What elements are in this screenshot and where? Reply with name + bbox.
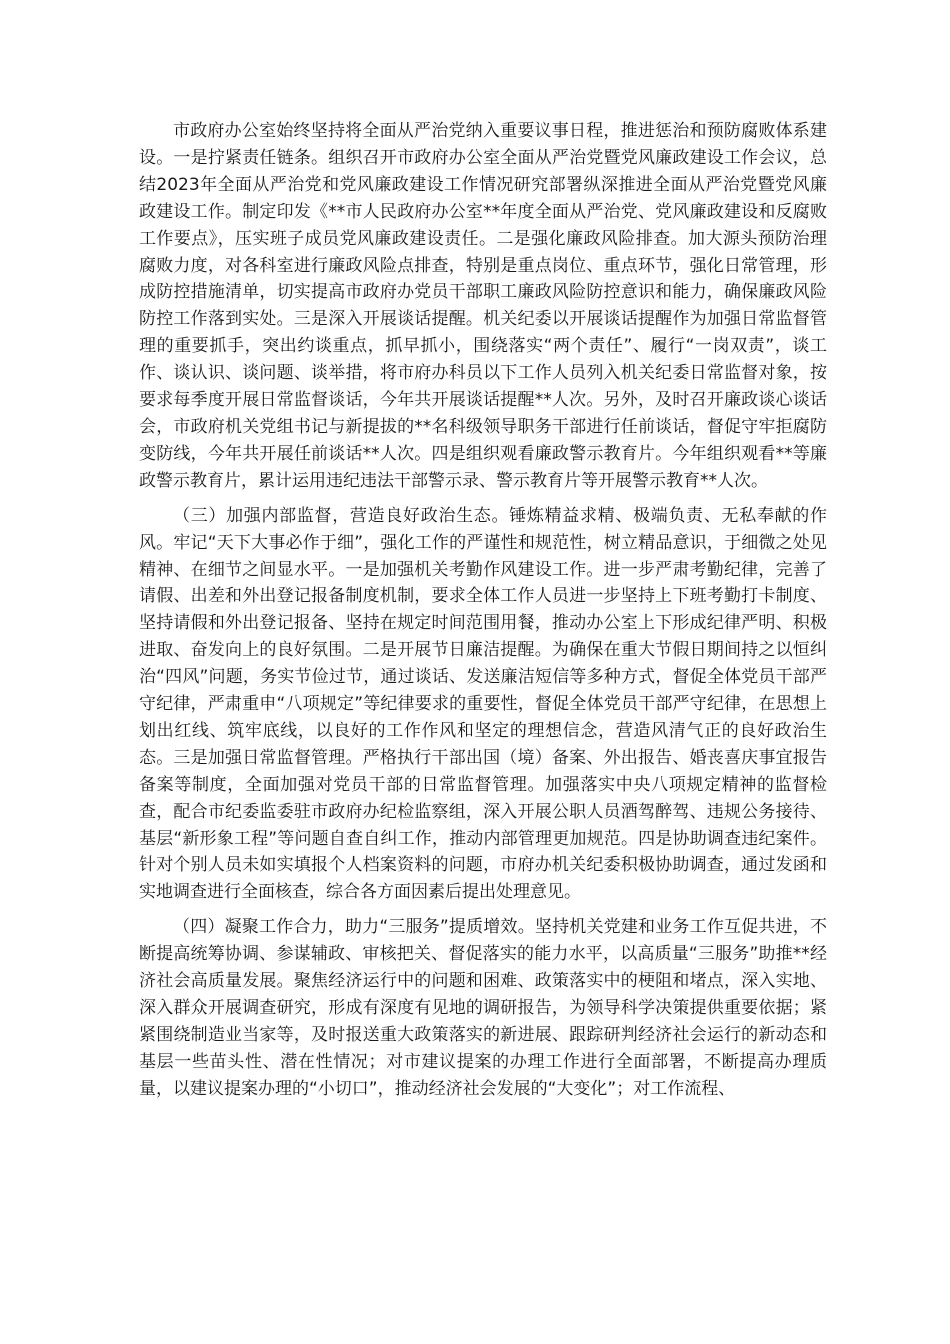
paragraph-internal-supervision: （三）加强内部监督，营造良好政治生态。锤炼精益求精、极端负责、无私奉献的作风。牢记“天下大事必作于细”，强化工作的严谨性和规范性，树立精品意识，于细微之处见精神、在细节之间显水平。一是加强机关考勤作风建设工作。进一步严肃考勤纪律，完善了请假、出差和外出登记报备制度机制，要求全体工作人员进一步坚持上下班考勤打卡制度、坚持请假和外出登记报备、坚持在规定时间范围用餐，推动办公室上下形成纪律严明、积极进取、奋发向上的良好氛围。二是开展节日廉洁提醒。为确保在重大节假日期间持之以恒纠治“四风”问题，务实节俭过节，通过谈话、发送廉洁短信等多种方式，督促全体党员干部严守纪律，严肃重申“八项规定”等纪律要求的重要性，督促全体党员干部严守纪律，在思想上划出红线、筑牢底线，以良好的工作作风和坚定的理想信念，营造风清气正的良好政治生态。三是加强日常监督管理。严格执行干部出国（境）备案、外出报告、婚丧喜庆事宜报告备案等制度，全面加强对党员干部的日常监督管理。加强落实中央八项规定精神的监督检查，配合市纪委监委驻市政府办纪检监察组，深入开展公职人员酒驾醉驾、违规公务接待、基层“新形象工程”等问题自查自纠工作，推动内部管理更加规范。四是协助调查违纪案件。针对个别人员未如实填报个人档案资料的问题，市府办机关纪委积极协助调查，通过发函和实地调查进行全面核查，综合各方面因素后提出处理意见。 bbox=[139, 505, 827, 903]
document-body bbox=[139, 118, 827, 1103]
paragraph-anti-corruption: 市政府办公室始终坚持将全面从严治党纳入重要议事日程，推进惩治和预防腐败体系建设。一是拧紧责任链条。组织召开市政府办公室全面从严治党暨党风廉政建设工作会议，总结2023年全面从严治党和党风廉政建设工作情况研究部署纵深推进全面从严治党暨党风廉政建设工作。制定印发《**市人民政府办公室**年度全面从严治党、党风廉政建设和反腐败工作要点》，压实班子成员党风廉政建设责任。二是强化廉政风险排查。加大源头预防治理腐败力度，对各科室进行廉政风险点排查，特别是重点岗位、重点环节，强化日常管理，形成防控措施清单，切实提高市政府办党员干部职工廉政风险防控意识和能力，确保廉政风险防控工作落到实处。三是深入开展谈话提醒。机关纪委以开展谈话提醒作为加强日常监督管理的重要抓手，突出约谈重点，抓早抓小，围绕落实“两个责任”、履行“一岗双责”，谈工作、谈认识、谈问题、谈举措，将市府办科员以下工作人员列入机关纪委日常监督对象，按要求每季度开展日常监督谈话，今年共开展谈话提醒**人次。另外，及时召开廉政谈心谈话会，市政府机关党组书记与新提拔的**名科级领导职务干部进行任前谈话，督促守牢拒腐防变防线，今年共开展任前谈话**人次。四是组织观看廉政警示教育片。今年组织观看**等廉政警示教育片，累计运用违纪违法干部警示录、警示教育片等开展警示教育**人次。 bbox=[139, 121, 827, 491]
paragraph-gap bbox=[139, 495, 827, 503]
paragraph-three-services: （四）凝聚工作合力，助力“三服务”提质增效。坚持机关党建和业务工作互促共进，不断提高统筹协调、参谋辅政、审核把关、督促落实的能力水平，以高质量“三服务”助推**经济社会高质量发展。聚焦经济运行中的问题和困难、政策落实中的梗阻和堵点，深入实地、深入群众开展调查研究，形成有深度有见地的调研报告，为领导科学决策提供重要依据；紧紧围绕制造业当家等，及时报送重大政策落实的新进展、跟踪研判经济社会运行的新动态和基层一些苗头性、潜在性情况；对市建议提案的办理工作进行全面部署，不断提高办理质量，以建议提案办理的“小切口”，推动经济社会发展的“大变化”；对工作流程、 bbox=[139, 917, 827, 1099]
paragraph-gap bbox=[139, 906, 827, 914]
